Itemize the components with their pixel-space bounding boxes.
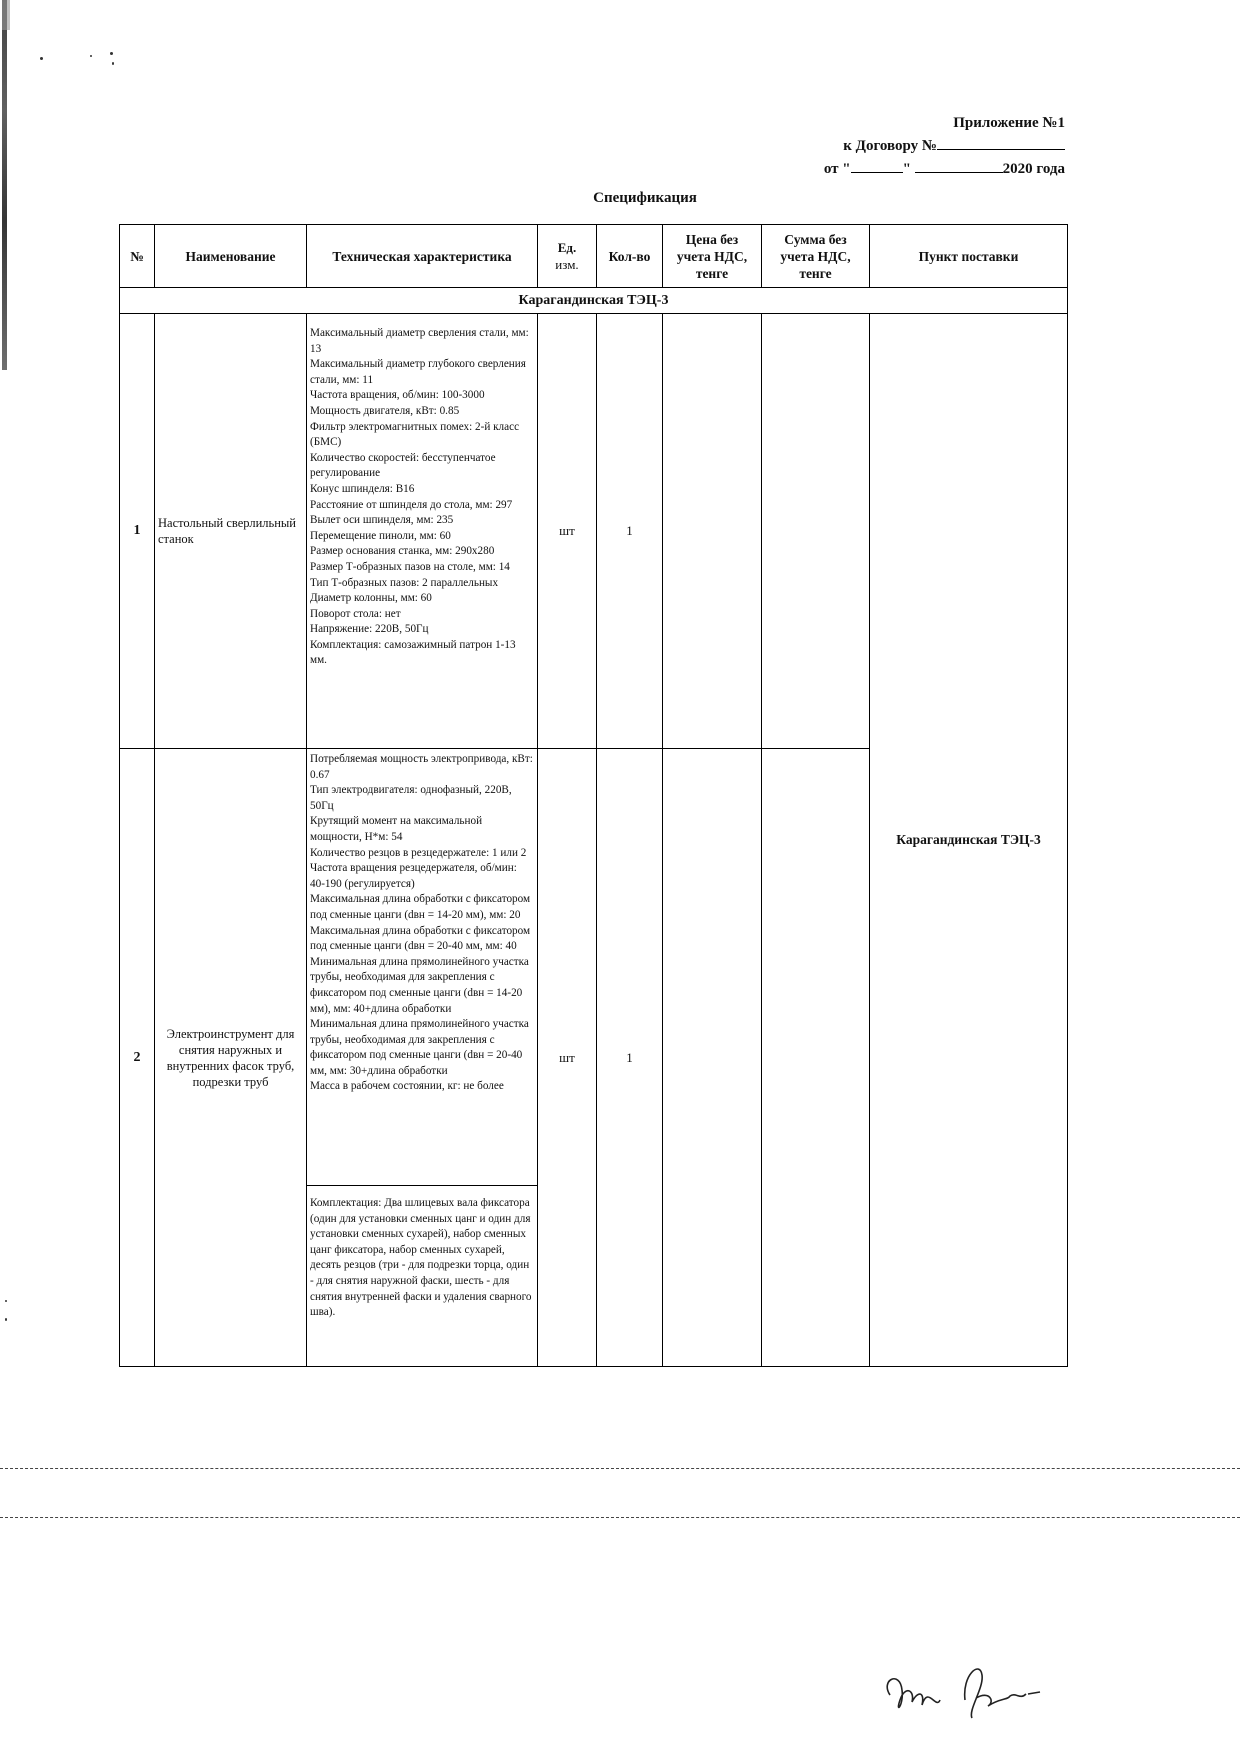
region-label: Карагандинская ТЭЦ-3 xyxy=(120,288,1068,314)
page-divider-line xyxy=(0,1468,1240,1469)
page-divider-line xyxy=(0,1517,1240,1518)
row-qty: 1 xyxy=(597,314,663,749)
specification-table xyxy=(119,224,1068,1367)
row-price xyxy=(663,749,762,1367)
contract-number-blank xyxy=(937,135,1065,150)
document-title: Спецификация xyxy=(593,190,697,206)
delivery-point: Карагандинская ТЭЦ-3 xyxy=(870,314,1068,1367)
date-month-blank xyxy=(915,158,1003,173)
col-header-name: Наименование xyxy=(155,225,307,288)
table-header-row xyxy=(120,225,1068,288)
scan-edge-mark xyxy=(2,0,7,370)
row-sum xyxy=(762,749,870,1367)
table-row xyxy=(120,314,1068,749)
scan-speck xyxy=(5,1318,7,1321)
row-characteristics xyxy=(307,749,538,1367)
row-characteristics: Максимальный диаметр сверления стали, мм: 13 Максимальный диаметр глубокого сверления стали, мм: 11 Частота вращения, об/мин: 100-3000 Мощность двигателя, кВт: 0.85 Фильтр электромагнитных помех: 2-й класс (БМС) Количество скоростей: бесступенчатое регулирование Конус шпинделя: B16 Расстояние от шпинделя до стола, мм: 297 Вылет оси шпинделя, мм: 235 Перемещение пиноли, мм: 60 Размер основания станка, мм: 290х280 Размер Т-образных пазов на столе, мм: 14 Тип Т-образных пазов: 2 параллельных Диаметр колонны, мм: 60 Поворот стола: нет Напряжение: 220В, 50Гц Комплектация: самозажимный патрон 1-13 мм. xyxy=(307,314,538,749)
row-num: 2 xyxy=(120,749,155,1367)
col-header-sum: Сумма без учета НДС, тенге xyxy=(762,225,870,288)
region-row xyxy=(120,288,1068,314)
scan-speck xyxy=(40,57,43,60)
scan-speck xyxy=(110,52,113,55)
col-header-delivery: Пункт поставки xyxy=(870,225,1068,288)
scan-speck xyxy=(112,62,114,65)
row-name: Электроинструмент для снятия наружных и внутренних фасок труб, подрезки труб xyxy=(155,749,307,1367)
date-day-blank xyxy=(851,158,903,173)
appendix-label: Приложение №1 xyxy=(953,115,1065,131)
characteristics-equipment: Комплектация: Два шлицевых вала фиксатора (один для установки сменных цанг и один для установки сменных сухарей), набор сменных цанг фиксатора, набор сменных сухарей, десять резцов (три - для подрезки торца, один - для снятия наружной фаски, шесть - для снятия внутренней фаски и удаления сварного шва). xyxy=(310,1197,532,1319)
scan-edge-mark-top xyxy=(2,0,10,30)
row-sum xyxy=(762,314,870,749)
row-price xyxy=(663,314,762,749)
row-unit: шт xyxy=(538,749,597,1367)
col-header-characteristics: Техническая характеристика xyxy=(307,225,538,288)
row-unit: шт xyxy=(538,314,597,749)
appendix-header xyxy=(735,112,1065,181)
col-header-unit: Ед. изм. xyxy=(538,225,597,288)
handwritten-signature xyxy=(870,1640,1070,1730)
row-num: 1 xyxy=(120,314,155,749)
col-header-price: Цена без учета НДС, тенге xyxy=(663,225,762,288)
row-qty: 1 xyxy=(597,749,663,1367)
col-header-num: № xyxy=(120,225,155,288)
row-name: Настольный сверлильный станок xyxy=(155,314,307,749)
characteristics-main: Потребляемая мощность электропривода, кВт: 0.67 Тип электродвигателя: однофазный, 220В, 50Гц Крутящий момент на максимальной мощности, Н*м: 54 Количество резцов в резцедержателе: 1 или 2 Частота вращения резцедержателя, об/мин: 40-190 (регулируется) Максимальная длина обработки с фиксатором под сменные цанги (dвн = 14-20 мм), мм: 20 Максимальная длина обработки с фиксатором под сменные цанги (dвн = 20-40 мм, мм: 40 Минимальная длина прямолинейного участка трубы, необходимая для закрепления с фиксатором под сменные цанги (dвн = 14-20 мм), мм: 40+длина обработки Минимальная длина прямолинейного участка трубы, необходимая для закрепления с фиксатором под сменные цанги (dвн = 20-40 мм, мм: 30+длина обработки Масса в рабочем состоянии, кг: не более xyxy=(307,749,537,1186)
contract-number-line: к Договору № xyxy=(735,135,1065,158)
scan-speck xyxy=(5,1300,7,1302)
scan-speck xyxy=(90,55,92,57)
contract-date-line: от " " 2020 года xyxy=(735,158,1065,181)
col-header-qty: Кол-во xyxy=(597,225,663,288)
